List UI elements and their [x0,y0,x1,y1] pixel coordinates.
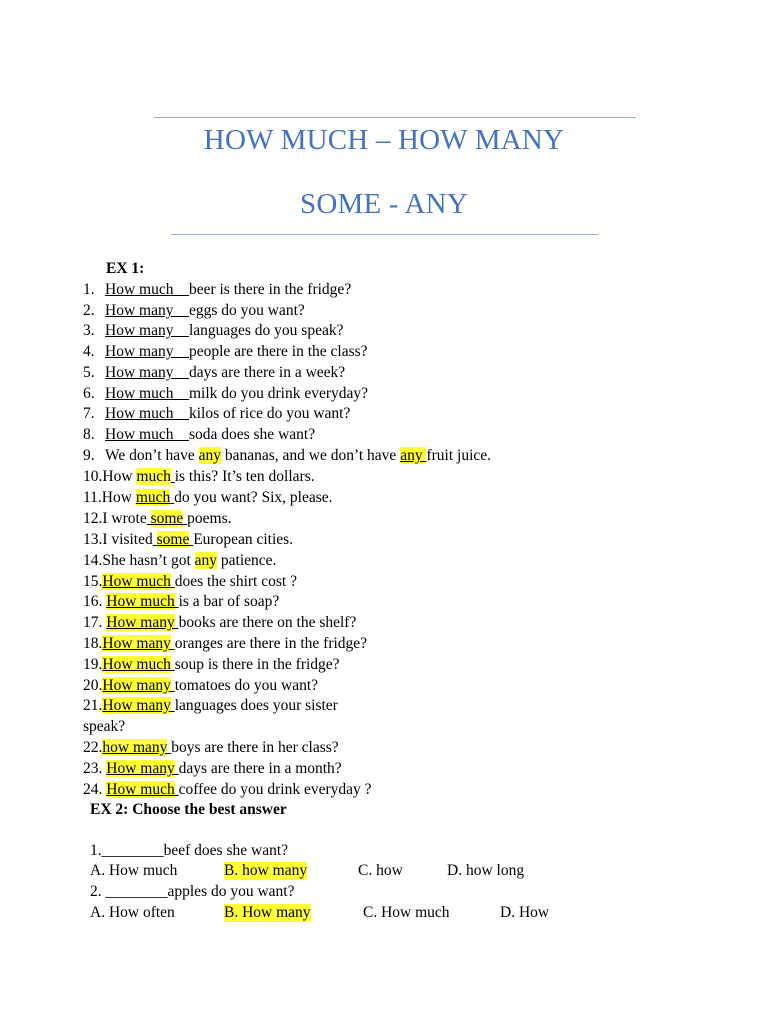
ex1-item-7: 7. How much kilos of rice do you want? [83,405,351,422]
page-subtitle: SOME - ANY [300,188,468,220]
ex1-heading: EX 1: [106,260,145,277]
ex2-question-2: 2. ________apples do you want? [90,883,295,900]
ex1-item-9: 9. We don’t have any bananas, and we don’t have any fruit juice. [83,447,492,464]
ex1-item-2: 2. How many eggs do you want? [83,302,305,319]
ex1-item-15: 15.How much does the shirt cost ? [83,573,297,590]
ex2-q1-option-d: D. how long [447,862,525,879]
ex1-item-5: 5. How many days are there in a week? [83,364,346,381]
bottom-rule [171,234,598,235]
ex2-q2-option-d: D. How [500,904,550,921]
ex1-item-21: 21.How many languages does your sister [83,697,338,714]
ex1-item-24: 24. How much coffee do you drink everyday ? [83,781,372,798]
ex1-item-18: 18.How many oranges are there in the fridge? [83,635,368,652]
ex2-q1-option-c: C. how [358,862,403,879]
ex1-item-6: 6. How much milk do you drink everyday? [83,385,369,402]
ex2-q1-option-b: B. how many [224,862,308,879]
ex1-item-12: 12.I wrote some poems. [83,510,232,527]
ex2-q2-option-a: A. How often [90,904,175,921]
ex1-item-16: 16. How much is a bar of soap? [83,593,280,610]
ex1-item-8: 8. How much soda does she want? [83,426,316,443]
ex1-item-23: 23. How many days are there in a month? [83,760,342,777]
ex1-item-19: 19.How much soup is there in the fridge? [83,656,340,673]
ex1-item-20: 20.How many tomatoes do you want? [83,677,319,694]
ex1-item-14: 14.She hasn’t got any patience. [83,552,277,569]
ex1-item-13: 13.I visited some European cities. [83,531,294,548]
ex1-item-10: 10.How much is this? It’s ten dollars. [83,468,315,485]
ex1-item-11: 11.How much do you want? Six, please. [83,489,333,506]
page-title: HOW MUCH – HOW MANY [203,124,565,156]
ex1-item-17: 17. How many books are there on the shelf? [83,614,357,631]
ex1-item-1: 1. How much beer is there in the fridge? [83,281,352,298]
ex2-q2-option-b: B. How many [224,904,311,921]
ex1-item-3: 3. How many languages do you speak? [83,322,344,339]
ex2-q1-option-a: A. How much [90,862,178,879]
top-rule [154,117,636,118]
ex1-item-4: 4. How many people are there in the class? [83,343,368,360]
ex1-item-21-cont: speak? [83,718,126,735]
ex2-q2-option-c: C. How much [363,904,450,921]
ex2-question-1: 1.________beef does she want? [90,842,289,859]
ex1-item-22: 22.how many boys are there in her class? [83,739,339,756]
ex2-heading: EX 2: Choose the best answer [90,801,287,818]
